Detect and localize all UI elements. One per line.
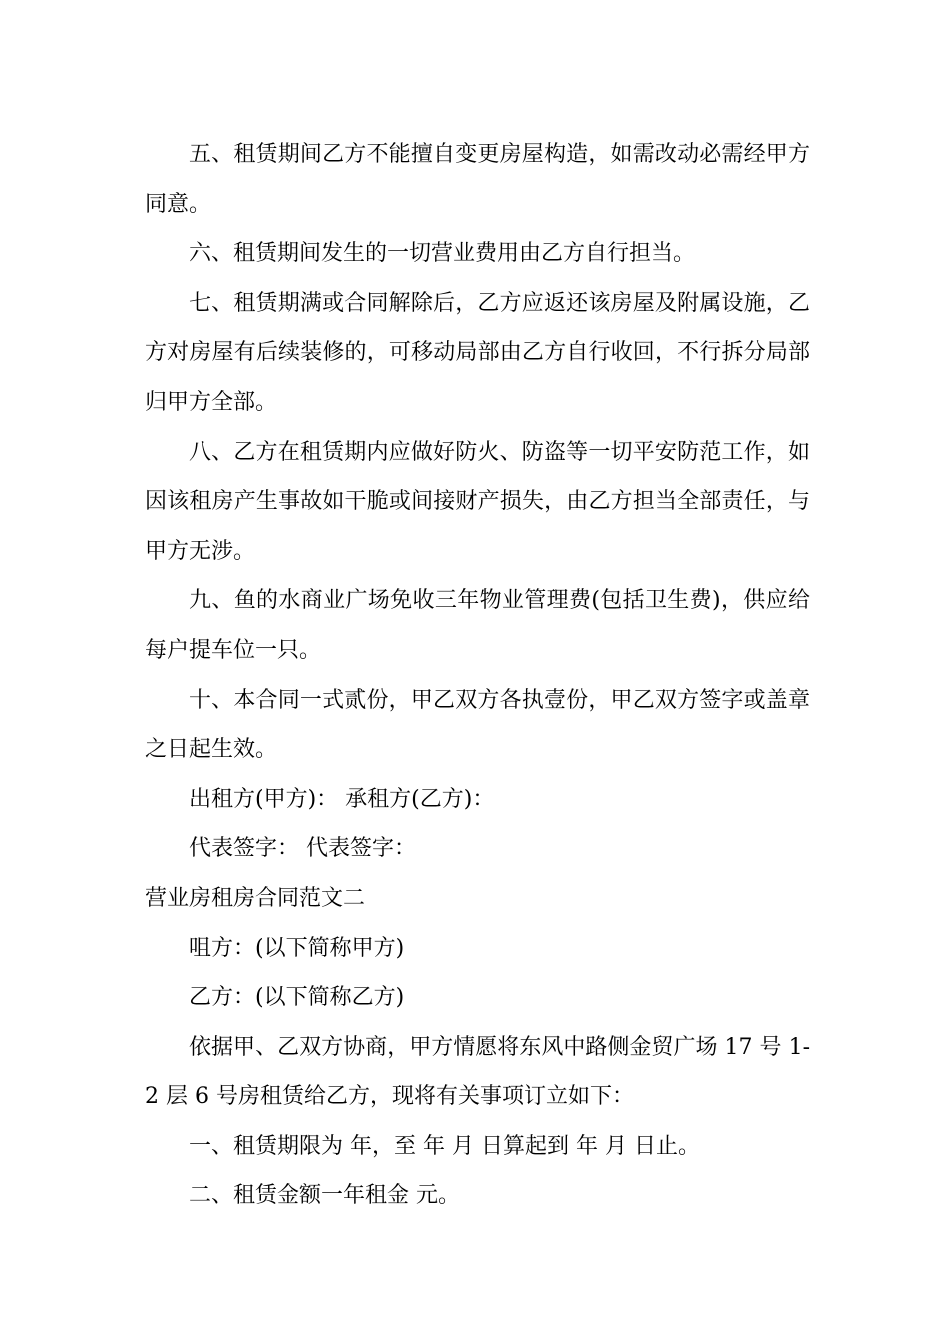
parties-line: 出租方(甲方)： 承租方(乙方)： [189,786,495,812]
clause-5-paragraph: 五、租赁期间乙方不能擅自变更房屋构造，如需改动必需经甲方同意。 [145,142,810,217]
clause-6-paragraph: 六、租赁期间发生的一切营业费用由乙方自行担当。 [189,241,696,267]
clause-8-paragraph: 八、乙方在租赁期内应做好防火、防盗等一切平安防范工作，如因该租房产生事故如干脆或间接财产损失，由乙方担当全部责任，与甲方无涉。 [145,439,810,564]
document-body [145,130,810,1221]
signature-line: 代表签字： 代表签字： [189,836,416,862]
clause-7-paragraph: 七、租赁期满或合同解除后，乙方应返还该房屋及附属设施，乙方对房屋有后续装修的，可移动局部由乙方自行收回，不行拆分局部归甲方全部。 [145,290,810,415]
section-heading: 营业房租房合同范文二 [145,885,366,911]
clause-10-paragraph: 十、本合同一式贰份，甲乙双方各执壹份，甲乙双方签字或盖章之日起生效。 [145,687,810,763]
party-a-line: 咀方：(以下简称甲方) [189,935,405,961]
party-b-line: 乙方：(以下简称乙方) [189,985,405,1011]
term-clause-2: 二、租赁金额一年租金 元。 [189,1183,460,1209]
intro-paragraph: 依据甲、乙双方协商，甲方情愿将东风中路侧金贸广场 17 号 1-2 层 6 号房租赁给乙方，现将有关事项订立如下： [145,1034,810,1110]
clause-9-paragraph: 九、鱼的水商业广场免收三年物业管理费(包括卫生费)，供应给每户提车位一只。 [145,588,810,663]
term-clause-1: 一、租赁期限为 年，至 年 月 日算起到 年 月 日止。 [189,1133,700,1159]
